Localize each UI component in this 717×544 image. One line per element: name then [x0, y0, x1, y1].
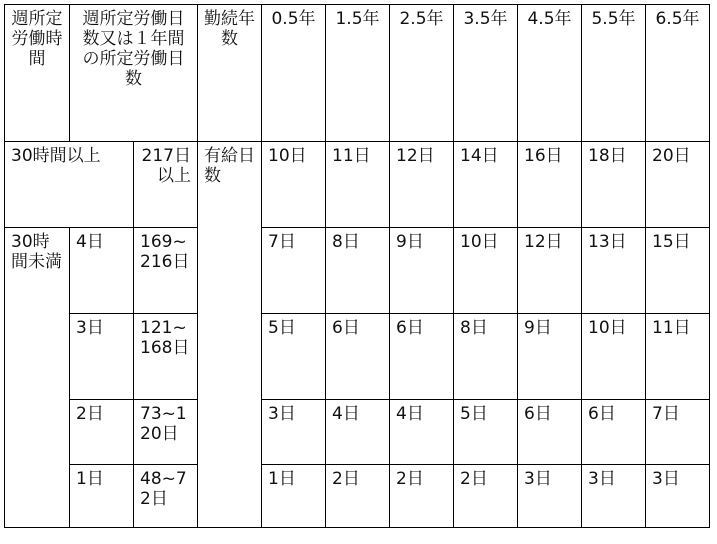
row-30-plus-label: 30時間以上	[5, 142, 134, 228]
table-cell: 9日	[390, 228, 454, 314]
header-year-2-5: 2.5年	[390, 5, 454, 142]
table-cell: 11日	[646, 314, 710, 400]
table-cell: 15日	[646, 228, 710, 314]
header-year-4-5: 4.5年	[518, 5, 582, 142]
table-cell: 8日	[454, 314, 518, 400]
header-row	[5, 5, 710, 142]
header-tenure: 勤続年数	[198, 5, 262, 142]
table-cell: 10日	[454, 228, 518, 314]
table-cell: 3日	[646, 465, 710, 528]
table-cell: 18日	[582, 142, 646, 228]
table-cell: 3日	[262, 400, 326, 465]
row-30-plus	[5, 142, 710, 228]
table-cell: 20日	[646, 142, 710, 228]
table-cell: 14日	[454, 142, 518, 228]
table-cell: 4日	[390, 400, 454, 465]
annual-days-cell: 121~168日	[134, 314, 198, 400]
table-cell: 3日	[518, 465, 582, 528]
header-year-1-5: 1.5年	[326, 5, 390, 142]
paid-leave-label: 有給日数	[198, 142, 262, 528]
table-cell: 16日	[518, 142, 582, 228]
header-year-0-5: 0.5年	[262, 5, 326, 142]
table-cell: 2日	[390, 465, 454, 528]
table-cell: 2日	[326, 465, 390, 528]
table-cell: 3日	[582, 465, 646, 528]
table-cell: 10日	[262, 142, 326, 228]
row-2-days	[5, 400, 710, 465]
table-cell: 12日	[518, 228, 582, 314]
header-year-3-5: 3.5年	[454, 5, 518, 142]
header-year-5-5: 5.5年	[582, 5, 646, 142]
paid-leave-table	[4, 4, 710, 528]
table-cell: 13日	[582, 228, 646, 314]
table-cell: 6日	[582, 400, 646, 465]
row-3-days	[5, 314, 710, 400]
annual-days-cell: 73~120日	[134, 400, 198, 465]
header-weekly-hours: 週所定労働時間	[5, 5, 70, 142]
weekly-days-cell: 4日	[70, 228, 134, 314]
row-4-days	[5, 228, 710, 314]
table-cell: 7日	[262, 228, 326, 314]
row-30-plus-annual: 217日以上	[134, 142, 198, 228]
table-cell: 11日	[326, 142, 390, 228]
weekly-days-cell: 1日	[70, 465, 134, 528]
table-cell: 9日	[518, 314, 582, 400]
header-year-6-5: 6.5年	[646, 5, 710, 142]
table-cell: 4日	[326, 400, 390, 465]
table-cell: 7日	[646, 400, 710, 465]
weekly-days-cell: 3日	[70, 314, 134, 400]
annual-days-cell: 169~216日	[134, 228, 198, 314]
table-cell: 6日	[518, 400, 582, 465]
table-cell: 1日	[262, 465, 326, 528]
table-cell: 5日	[262, 314, 326, 400]
annual-days-cell: 48~72日	[134, 465, 198, 528]
table-cell: 6日	[390, 314, 454, 400]
table-cell: 10日	[582, 314, 646, 400]
row-1-day	[5, 465, 710, 528]
table-cell: 12日	[390, 142, 454, 228]
weekly-days-cell: 2日	[70, 400, 134, 465]
under-30-label: 30時間未満	[5, 228, 70, 528]
table-cell: 8日	[326, 228, 390, 314]
table-cell: 6日	[326, 314, 390, 400]
table-cell: 5日	[454, 400, 518, 465]
header-weekly-days: 週所定労働日数又は１年間の所定労働日数	[70, 5, 198, 142]
table-cell: 2日	[454, 465, 518, 528]
